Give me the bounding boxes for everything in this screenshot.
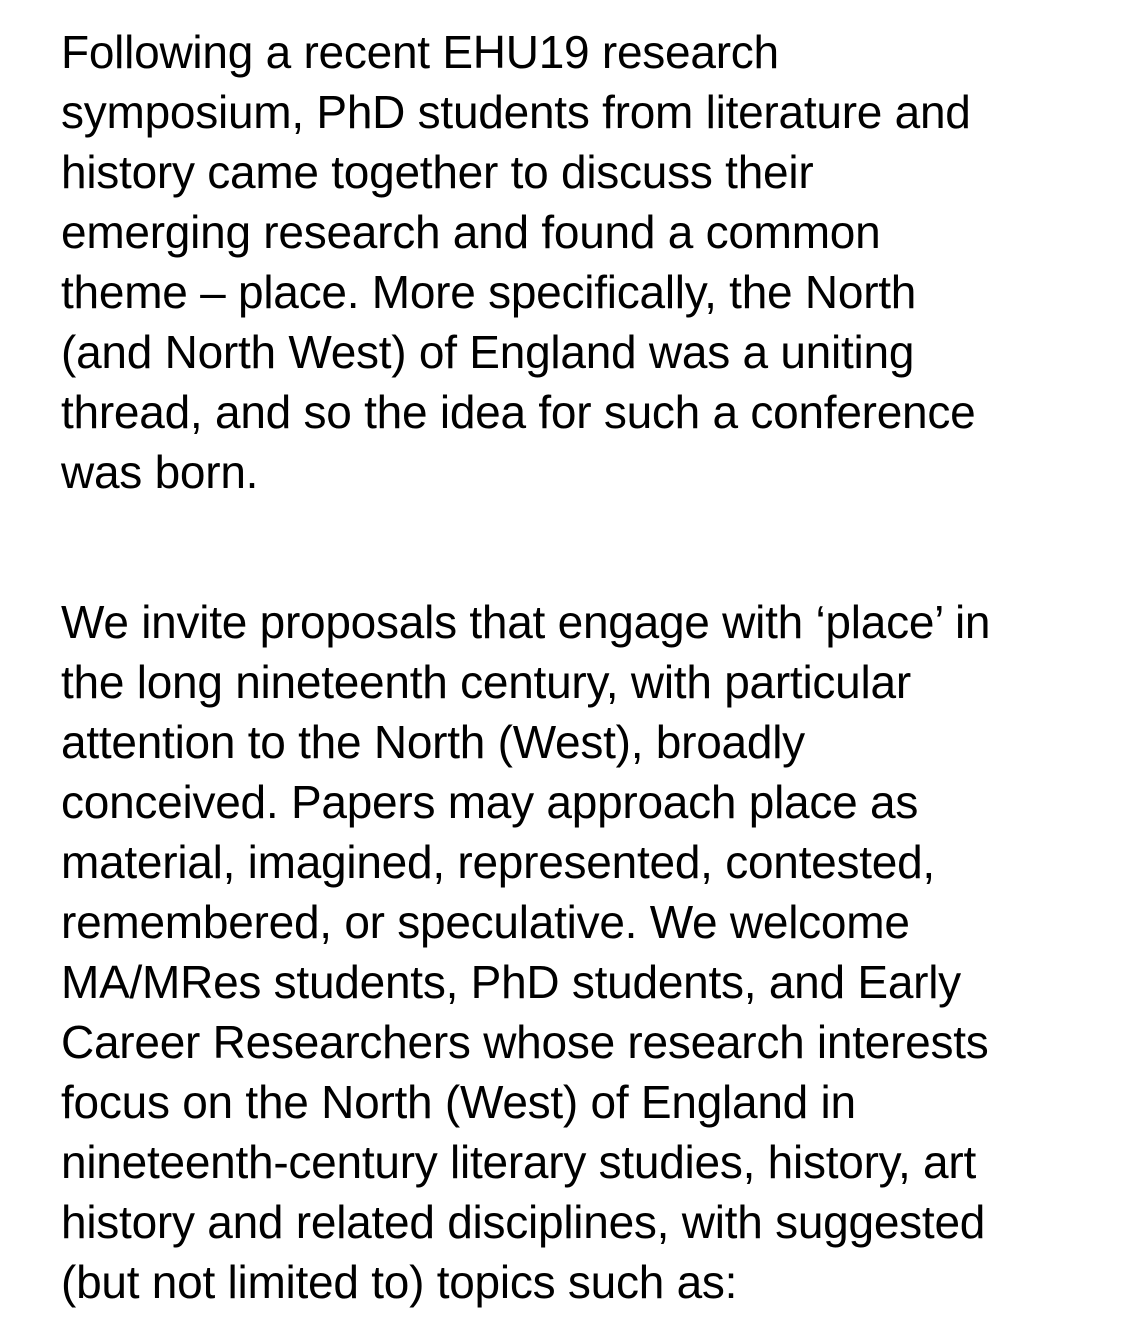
- call-for-proposals-paragraph: [61, 592, 1081, 1312]
- text-line: thread, and so the idea for such a conference: [61, 386, 976, 438]
- text-line: We invite proposals that engage with ‘place’ in: [61, 596, 991, 648]
- document-body: [61, 22, 1081, 1312]
- text-line: (and North West) of England was a uniting: [61, 326, 915, 378]
- paragraph-spacer: [61, 502, 1081, 592]
- text-line: Career Researchers whose research interests: [61, 1016, 989, 1068]
- text-line: symposium, PhD students from literature and: [61, 86, 971, 138]
- text-line: the long nineteenth century, with particular: [61, 656, 911, 708]
- text-line: remembered, or speculative. We welcome: [61, 896, 910, 948]
- text-line: material, imagined, represented, contested,: [61, 836, 935, 888]
- text-line: history came together to discuss their: [61, 146, 814, 198]
- text-line: history and related disciplines, with suggested: [61, 1196, 986, 1248]
- text-line: (but not limited to) topics such as:: [61, 1256, 738, 1308]
- text-line: theme – place. More specifically, the North: [61, 266, 917, 318]
- text-line: MA/MRes students, PhD students, and Early: [61, 956, 961, 1008]
- text-line: Following a recent EHU19 research: [61, 26, 779, 78]
- intro-paragraph: [61, 22, 1081, 502]
- text-line: attention to the North (West), broadly: [61, 716, 805, 768]
- text-line: emerging research and found a common: [61, 206, 881, 258]
- text-line: focus on the North (West) of England in: [61, 1076, 856, 1128]
- text-line: conceived. Papers may approach place as: [61, 776, 919, 828]
- text-line: nineteenth-century literary studies, history, art: [61, 1136, 976, 1188]
- text-line: was born.: [61, 446, 259, 498]
